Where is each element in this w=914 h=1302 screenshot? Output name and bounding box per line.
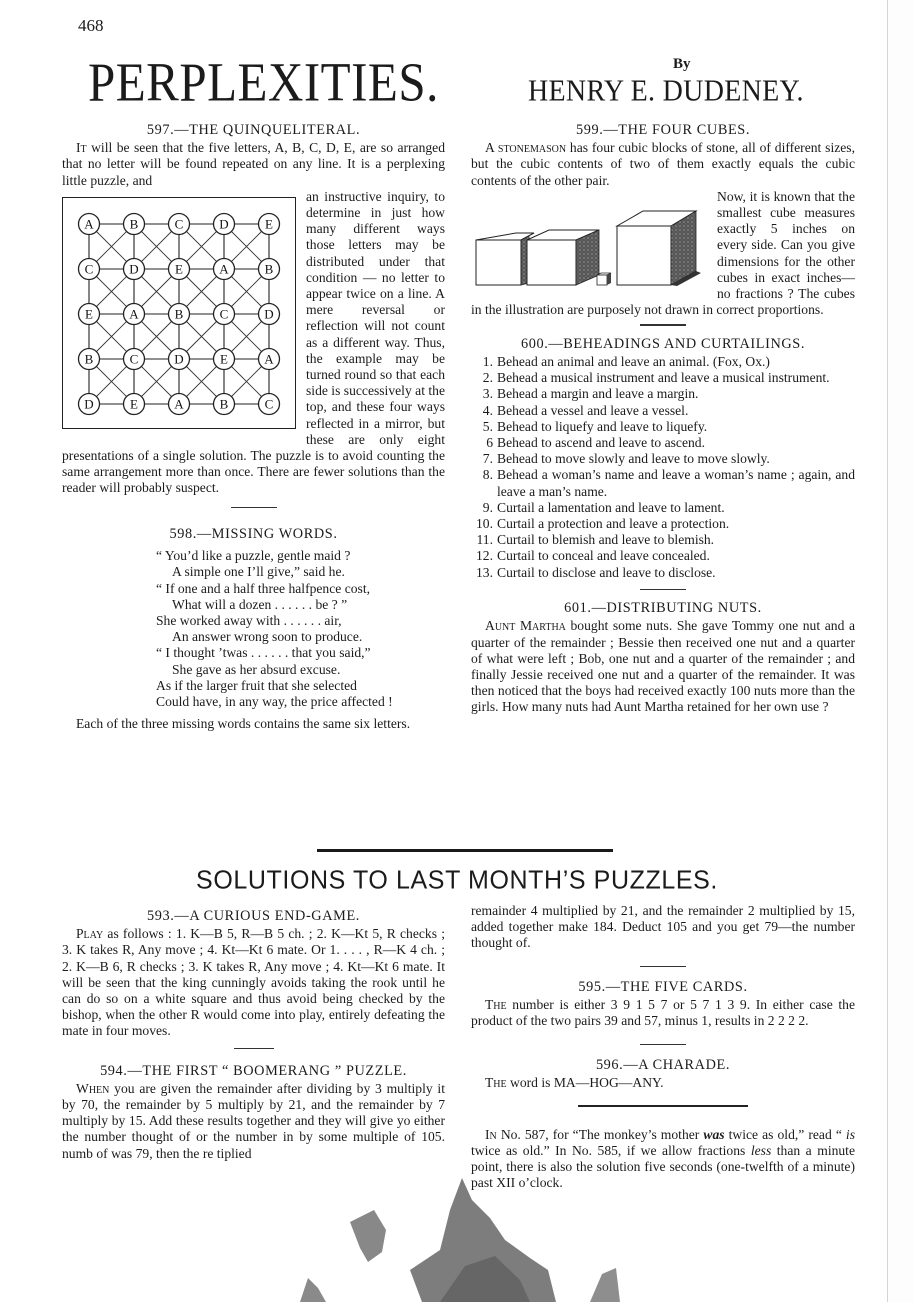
- puzzle-601-heading: 601.—DISTRIBUTING NUTS.: [564, 600, 762, 617]
- grid-node-letter: A: [219, 261, 229, 277]
- errata-emphasis: less: [750, 1142, 772, 1158]
- puzzle-601: [471, 600, 855, 715]
- section-divider: [640, 1044, 686, 1045]
- item-text: Behead an animal and leave an animal. (Fox, Ox.): [497, 354, 770, 370]
- grid-node-letter: E: [265, 216, 273, 232]
- cube-small-left: [476, 233, 534, 285]
- beheading-item: [471, 532, 855, 548]
- grid-node-letter: B: [129, 216, 139, 232]
- item-text: Behead a margin and leave a margin.: [497, 386, 699, 402]
- grid-node-letter: E: [175, 261, 183, 277]
- section-divider: [231, 507, 277, 508]
- beheading-item: [471, 386, 855, 402]
- beheading-item: [471, 500, 855, 516]
- grid-node-letter: A: [264, 351, 274, 367]
- beheadings-list: [471, 354, 855, 581]
- letter-grid-svg: [63, 198, 295, 428]
- cube-large: [617, 211, 701, 286]
- grid-node-letter: C: [84, 261, 94, 277]
- item-number: 5.: [482, 418, 493, 434]
- item-number: 12.: [476, 548, 493, 564]
- section-divider-long: [578, 1105, 748, 1106]
- solution-594-lead-word: When: [76, 1080, 110, 1096]
- grid-node-letter: B: [174, 306, 184, 322]
- section-divider: [640, 324, 686, 325]
- section-divider: [234, 1048, 274, 1049]
- puzzle-597: [62, 122, 445, 497]
- solutions-right-column: [471, 903, 855, 1191]
- item-text: Behead a woman’s name and leave a woman’s name ; again, and leave a man’s name.: [497, 467, 855, 499]
- solution-595: [471, 979, 855, 1030]
- stain-blot: [300, 1278, 326, 1302]
- beheading-item: [471, 354, 855, 370]
- beheading-item: [471, 403, 855, 419]
- grid-node-letter: A: [84, 216, 94, 232]
- masthead-author: HENRY E. DUDENEY.: [528, 74, 804, 109]
- errata-lead-word: In: [485, 1126, 497, 1142]
- solution-594: [62, 1063, 445, 1162]
- puzzle-600-heading: 600.—BEHEADINGS AND CURTAILINGS.: [520, 335, 806, 352]
- puzzle-597-body-start: will be seen that the five letters, A, B, C, D, E, are so arranged that no letter will be found repeated on any line. It is a perplexing little puzzle, and: [62, 140, 445, 188]
- item-number: 8.: [482, 467, 493, 483]
- item-number: 6: [486, 435, 493, 451]
- poem-line: “ If one and a half three halfpence cost,: [156, 580, 370, 596]
- puzzle-598-heading: 598.—MISSING WORDS.: [169, 526, 338, 543]
- solution-595-lead-word: The: [485, 997, 507, 1013]
- item-text: Behead to move slowly and leave to move slowly.: [497, 451, 770, 467]
- puzzle-599-text-before: has four cubic blocks of stone, all of different sizes, but the cubic contents of two of them exactly equals the cubic contents of the other pair.: [471, 140, 855, 188]
- beheading-item: [471, 548, 855, 564]
- stain-blot: [590, 1268, 620, 1302]
- grid-node-letter: B: [84, 351, 94, 367]
- puzzle-599-heading: 599.—THE FOUR CUBES.: [575, 122, 751, 138]
- solutions-title: SOLUTIONS TO LAST MONTH’S PUZZLES.: [196, 865, 718, 895]
- puzzle-599-text-after: Now, it is known that the smallest cube measures exactly 5 inches on every side. Can you give dimensions for the other cubes in exact inches—no fractions ? The cubes in the illustration are purposely not drawn in correct proportions.: [471, 188, 855, 318]
- item-text: Curtail a lamentation and leave to lament.: [497, 499, 725, 515]
- solution-593: [62, 908, 445, 1040]
- poem-line: “ You’d like a puzzle, gentle maid ?: [156, 548, 351, 564]
- grid-node-letter: E: [220, 351, 228, 367]
- poem-line: She worked away with . . . . . . air,: [156, 613, 342, 629]
- grid-node-letter: D: [129, 261, 139, 277]
- puzzle-598-footer: Each of the three missing words contains the same six letters.: [76, 716, 411, 732]
- beheading-item: [471, 565, 855, 581]
- poem: [156, 548, 445, 710]
- solution-596-lead-word: The: [485, 1075, 507, 1091]
- grid-node-letter: D: [219, 216, 229, 232]
- item-text: Curtail a protection and leave a protection.: [497, 516, 730, 532]
- grid-node-letter: B: [219, 396, 229, 412]
- grid-node-letter: C: [129, 351, 139, 367]
- page-number: 468: [78, 16, 104, 35]
- grid-node-letter: E: [130, 396, 138, 412]
- grid-node-letter: C: [219, 306, 229, 322]
- grid-node-letter: D: [84, 396, 94, 412]
- four-cubes-illustration: [471, 193, 709, 297]
- item-number: 2.: [482, 370, 493, 386]
- solution-593-lead-word: Play: [76, 926, 104, 942]
- cube-middle: [527, 230, 599, 285]
- puzzle-599: [471, 122, 855, 318]
- item-number: 13.: [476, 564, 493, 580]
- right-column: [471, 122, 855, 716]
- puzzle-597-lead-word: It: [76, 140, 87, 156]
- item-text: Curtail to conceal and leave concealed.: [497, 548, 710, 564]
- grid-node-letter: D: [264, 306, 274, 322]
- beheading-item: [471, 516, 855, 532]
- solution-594-continuation: remainder 4 multiplied by 21, and the remainder 2 multiplied by 15, added together make 184. Deduct 105 and you get 79—the number thought of.: [471, 903, 855, 951]
- section-divider: [640, 966, 686, 967]
- solution-594-body: you are given the remainder after dividing by 3 multiply it by 70, the remainder by 5 multiply by 21, and the remainder by 7 multiply by 15. Add these results together and they will give yo either the number thought of or the number in by some multiple of 105. numb of was 79, then the re tiplied: [62, 1080, 445, 1161]
- item-number: 9.: [482, 499, 493, 515]
- puzzle-600: [471, 336, 855, 581]
- beheading-item: [471, 435, 855, 451]
- masthead-title: PERPLEXITIES.: [88, 51, 439, 113]
- solution-596-text: [471, 1075, 855, 1091]
- solution-593-heading: 593.—A CURIOUS END-GAME.: [147, 908, 360, 924]
- left-column: [62, 122, 445, 733]
- errata-part: No. 587, for “The monkey’s mother: [496, 1126, 704, 1142]
- poem-line: What will a dozen . . . . . . be ? ”: [172, 596, 348, 612]
- puzzle-599-text: [471, 140, 855, 189]
- item-text: Curtail to disclose and leave to disclose.: [497, 564, 716, 580]
- puzzle-598: [62, 526, 445, 732]
- errata-emphasis: was: [703, 1126, 725, 1142]
- solution-594-heading: 594.—THE FIRST “ BOOMERANG ” PUZZLE.: [100, 1062, 407, 1079]
- solution-595-text: [471, 997, 855, 1029]
- grid-node-letter: A: [129, 306, 139, 322]
- cubes-svg: [471, 193, 709, 293]
- solution-593-text: [62, 926, 445, 1039]
- errata-part: twice as old.” In No. 585, if we allow fractions: [471, 1142, 751, 1158]
- poem-line: As if the larger fruit that she selected: [156, 677, 357, 693]
- quinqueliteral-diagram: [62, 197, 296, 429]
- diagram-frame: [62, 197, 296, 429]
- grid-node-letter: C: [264, 396, 274, 412]
- grid-node-letter: C: [174, 216, 184, 232]
- puzzle-599-lead-word: A stonemason: [485, 140, 567, 156]
- beheading-item: [471, 467, 855, 499]
- cube-tiny: [597, 273, 611, 285]
- item-text: Curtail to blemish and leave to blemish.: [497, 532, 715, 548]
- masthead-by: By: [673, 56, 691, 72]
- solution-595-heading: 595.—THE FIVE CARDS.: [578, 979, 748, 995]
- section-divider: [640, 589, 686, 590]
- poem-line: Could have, in any way, the price affected !: [156, 694, 393, 710]
- grid-node-letter: A: [174, 396, 184, 412]
- puzzle-601-text: [471, 618, 855, 715]
- puzzle-597-text-wrap: an instructive inquiry, to determine in just how many different ways those letters may be distributed under that condition — no letter to appear twice on a line. A mere reversal or reflection will not count as a different way. Thus, the example may be turned round so that each side is successively at the top, and these four ways reflected in a mirror, but these are only eight presentations of a single solution. The puzzle is to avoid counting the same arrangement more than once. There are fewer solutions than the reader will probably suspect.: [62, 188, 445, 496]
- item-number: 1.: [482, 354, 493, 370]
- item-text: Behead to ascend and leave to ascend.: [497, 435, 705, 451]
- puzzle-601-body: bought some nuts. She gave Tommy one nut and a quarter of the remainder ; Bessie then received one nut and a quarter of what were left ; Bob, one nut and a quarter of the remainder ; and finally Jessie received one nut and a quarter of the remainder. It was then noticed that the boys had received exactly 100 nuts more than the girls. How many nuts had Aunt Martha retained for her own use ?: [471, 618, 855, 715]
- errata-part: than a minute point, there is also the solution five seconds (one-twelfth of a minute) past XII o’clock.: [471, 1142, 855, 1191]
- grid-node-letter: E: [85, 306, 93, 322]
- beheading-item: [471, 451, 855, 467]
- solution-594-text: [62, 1081, 445, 1162]
- poem-line: An answer wrong soon to produce.: [172, 629, 363, 645]
- solution-596-body: word is MA—HOG—ANY.: [506, 1075, 664, 1091]
- item-text: Behead to liquefy and leave to liquefy.: [497, 418, 708, 434]
- puzzle-597-heading: 597.—THE QUINQUELITERAL.: [146, 122, 361, 138]
- errata-part: twice as old,” read “: [724, 1126, 846, 1142]
- grid-node-letter: D: [174, 351, 184, 367]
- item-number: 10.: [476, 516, 493, 532]
- puzzle-601-lead-word: Aunt Martha: [485, 618, 566, 634]
- poem-line: A simple one I’ll give,” said he.: [172, 564, 345, 580]
- poem-line: She gave as her absurd excuse.: [172, 661, 341, 677]
- solutions-left-column: [62, 908, 445, 1162]
- beheading-item: [471, 370, 855, 386]
- solutions-divider: [317, 849, 613, 852]
- item-number: 4.: [482, 402, 493, 418]
- item-number: 7.: [482, 451, 493, 467]
- page-edge: [887, 0, 914, 1302]
- item-number: 11.: [476, 532, 493, 548]
- solution-593-body: as follows : 1. K—B 5, R—B 5 ch. ; 2. K—Kt 5, R checks ; 3. K takes R, Any move ; 4. Kt—Kt 6 mate. Or 1. . . . , R—K 4 ch. ; 2. K—B 6, R checks ; 3. K takes R, Any move ; 4. Kt—Kt 6 mate. It will be seen that the king cunningly avoids taking the rook until he can do so on a white square and thus avoid being checked by the bishop, when the other R would come into play, entirely defeating the mate in four moves.: [62, 926, 445, 1039]
- item-text: Behead a musical instrument and leave a musical instrument.: [497, 370, 830, 386]
- solution-596: [471, 1057, 855, 1091]
- errata-emphasis: is: [845, 1126, 855, 1142]
- beheading-item: [471, 419, 855, 435]
- item-number: 3.: [482, 386, 493, 402]
- item-text: Behead a vessel and leave a vessel.: [497, 402, 689, 418]
- page-stain: [290, 1170, 620, 1302]
- masthead: [88, 50, 848, 112]
- puzzle-597-text: [62, 140, 445, 189]
- poem-line: “ I thought ’twas . . . . . . that you said,”: [156, 645, 371, 661]
- stain-blot: [350, 1210, 386, 1262]
- solution-596-heading: 596.—A CHARADE.: [595, 1057, 731, 1073]
- grid-node-letter: B: [264, 261, 274, 277]
- solution-595-body: number is either 3 9 1 5 7 or 5 7 1 3 9. In either case the product of the two pairs 39 and 57, minus 1, results in 2 2 2 2.: [471, 997, 855, 1029]
